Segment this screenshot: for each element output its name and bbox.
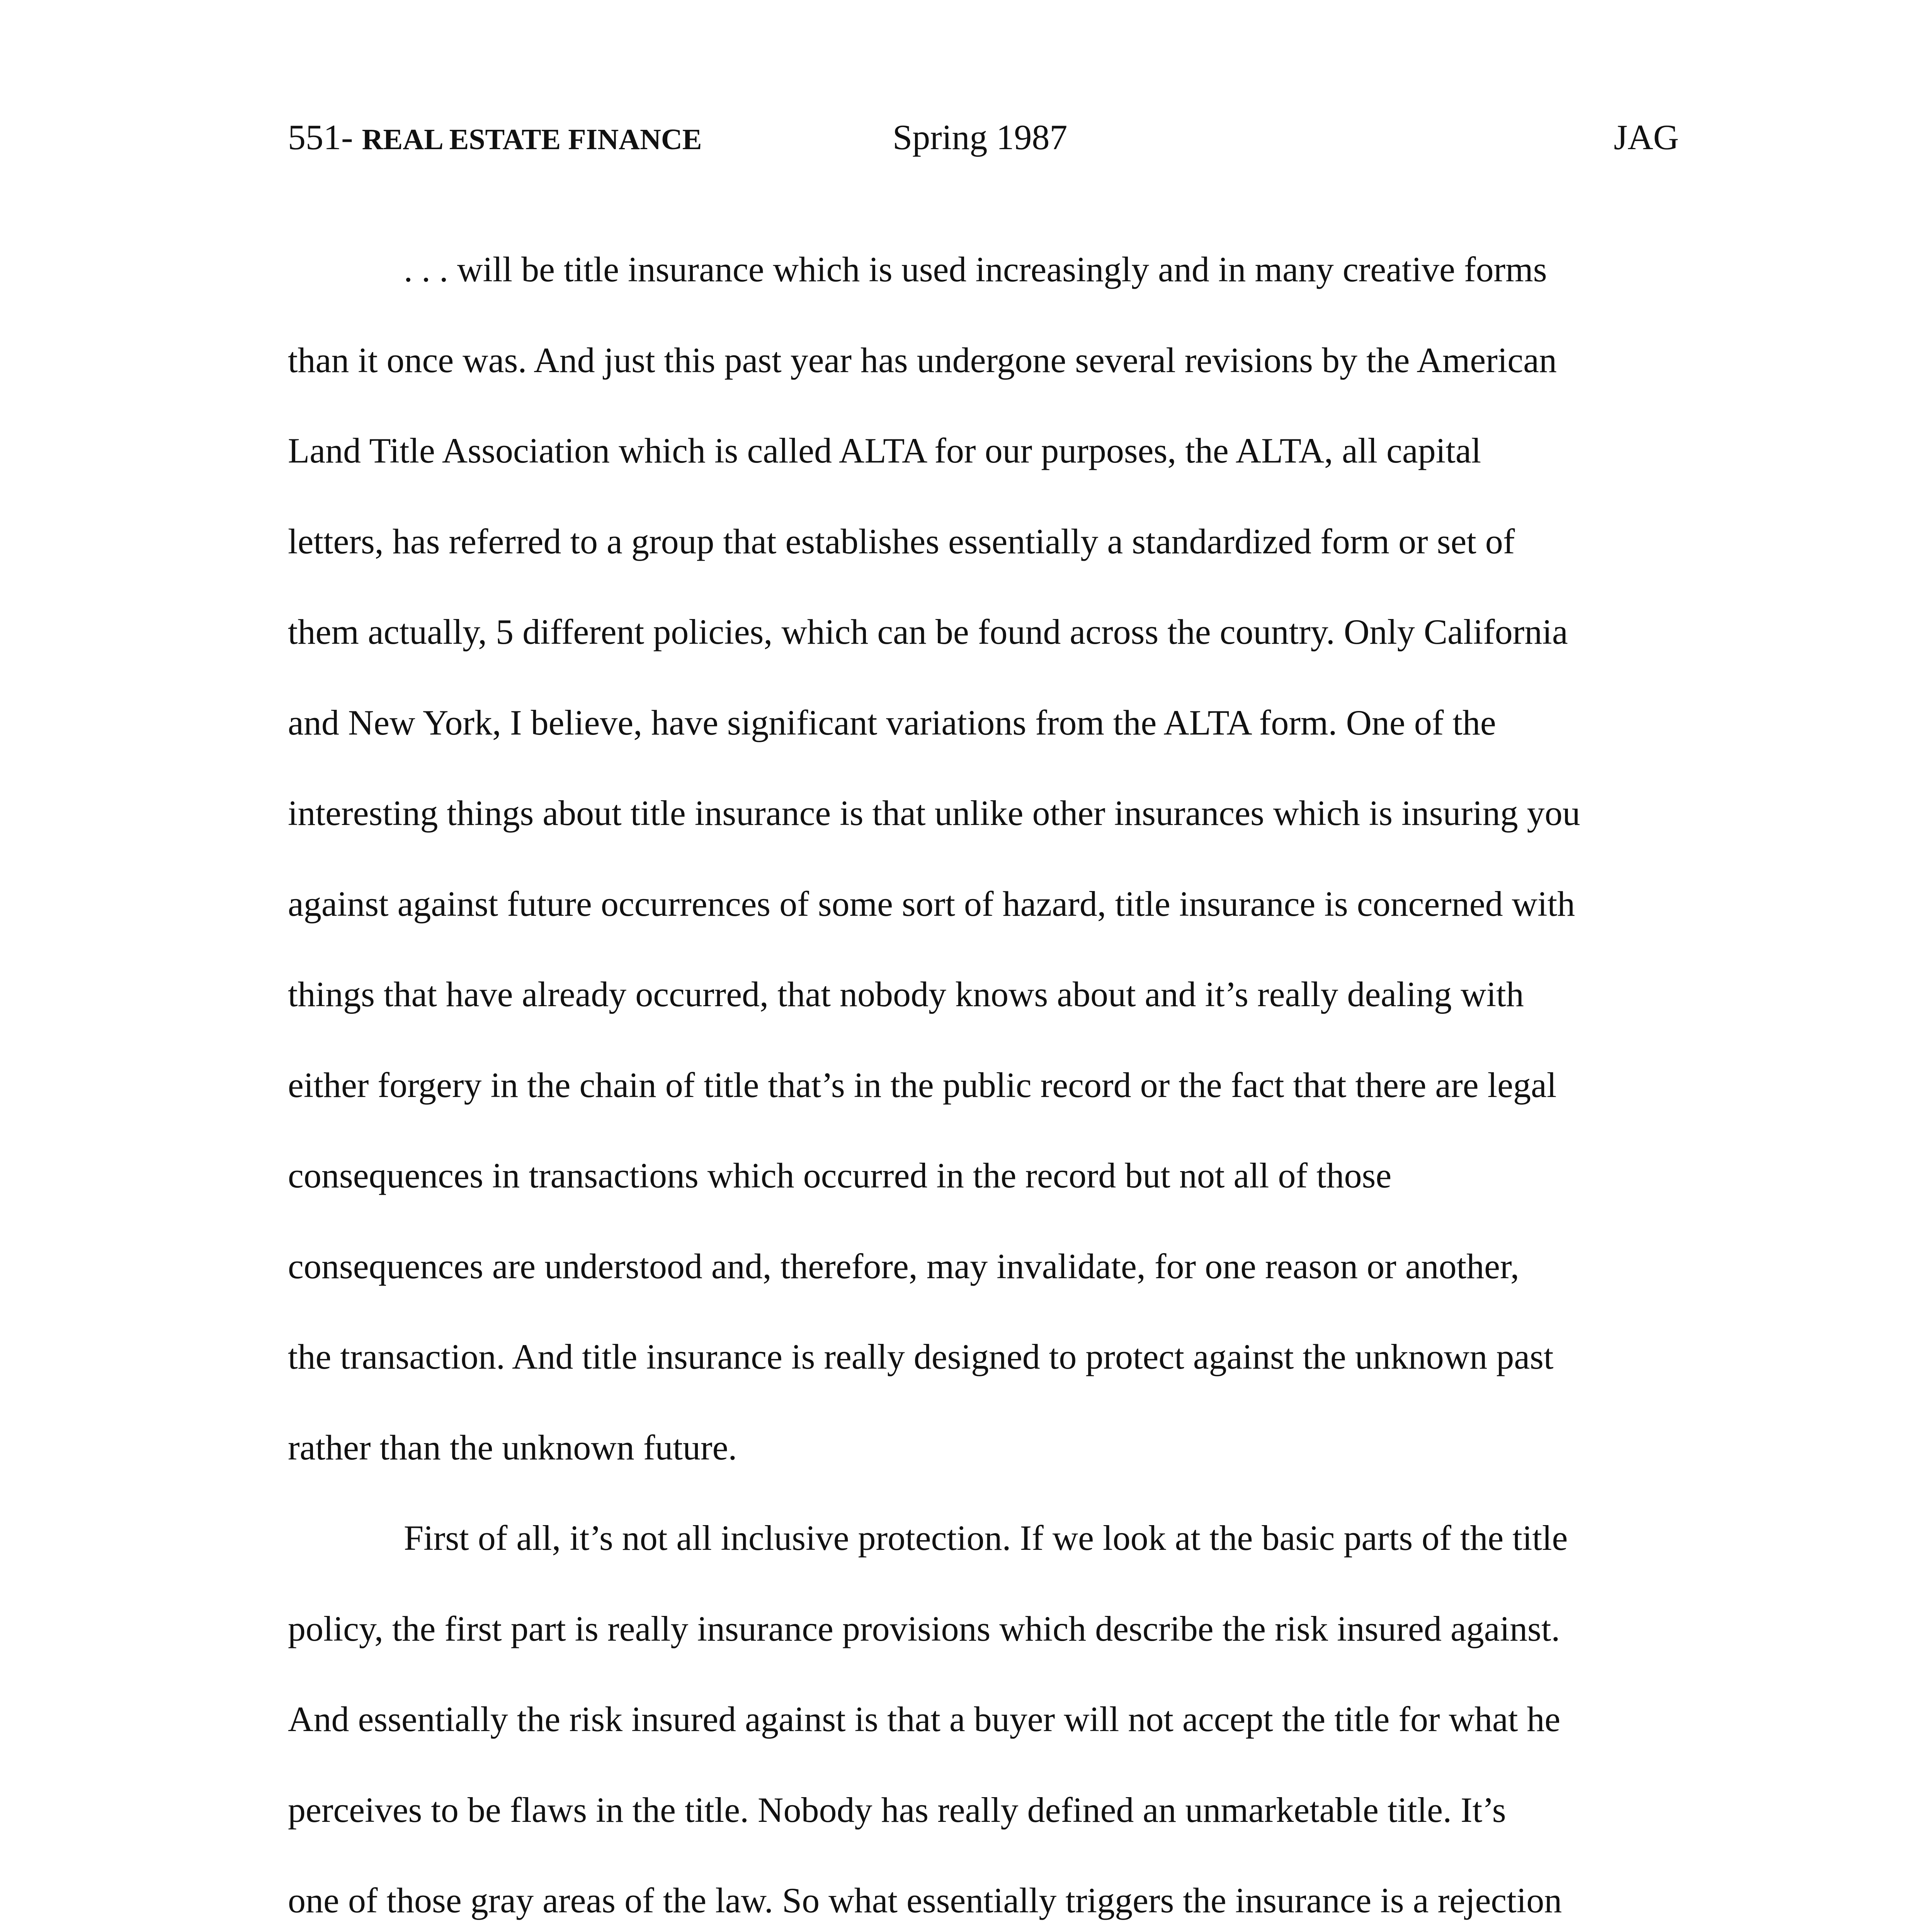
course-number: 551- bbox=[288, 117, 362, 157]
course-title bbox=[288, 112, 702, 165]
text-line: either forgery in the chain of title that’s in the public record or the fact that there are legal bbox=[288, 1065, 1557, 1105]
text-line: letters, has referred to a group that establishes essentially a standardized form or set of bbox=[288, 521, 1515, 561]
text-line: Land Title Association which is called ALTA for our purposes, the ALTA, all capital bbox=[288, 431, 1481, 470]
text-line: . . . will be title insurance which is used increasingly and in many creative forms bbox=[404, 250, 1547, 289]
text-line: one of those gray areas of the law. So what essentially triggers the insurance is a rejection bbox=[288, 1881, 1562, 1920]
page-header bbox=[288, 112, 1679, 162]
text-line: and New York, I believe, have significant variations from the ALTA form. One of the bbox=[288, 702, 1496, 742]
text-line: policy, the first part is really insurance provisions which describe the risk insured against. bbox=[288, 1609, 1560, 1648]
text-line: perceives to be flaws in the title. Nobody has really defined an unmarketable title. It’s bbox=[288, 1790, 1506, 1830]
text-line: consequences in transactions which occurred in the record but not all of those bbox=[288, 1156, 1392, 1195]
transcript-body bbox=[288, 224, 1681, 1932]
text-line: And essentially the risk insured against is that a buyer will not accept the title for what he bbox=[288, 1699, 1561, 1739]
text-line: First of all, it’s not all inclusive protection. If we look at the basic parts of the title bbox=[404, 1518, 1568, 1558]
text-line: the transaction. And title insurance is really designed to protect against the unknown past bbox=[288, 1337, 1554, 1376]
text-line: them actually, 5 different policies, which can be found across the country. Only California bbox=[288, 612, 1568, 651]
text-line: than it once was. And just this past year has undergone several revisions by the American bbox=[288, 340, 1557, 380]
text-line: consequences are understood and, therefore, may invalidate, for one reason or another, bbox=[288, 1246, 1519, 1286]
author-initials: JAG bbox=[1614, 117, 1679, 157]
term-label: Spring 1987 bbox=[893, 117, 1068, 157]
text-line: interesting things about title insurance is that unlike other insurances which is insuring you bbox=[288, 793, 1580, 833]
text-line: things that have already occurred, that nobody knows about and it’s really dealing with bbox=[288, 975, 1524, 1014]
course-name: REAL ESTATE FINANCE bbox=[362, 123, 702, 156]
text-line: against against future occurrences of some sort of hazard, title insurance is concerned with bbox=[288, 884, 1575, 923]
text-line: rather than the unknown future. bbox=[288, 1427, 737, 1467]
